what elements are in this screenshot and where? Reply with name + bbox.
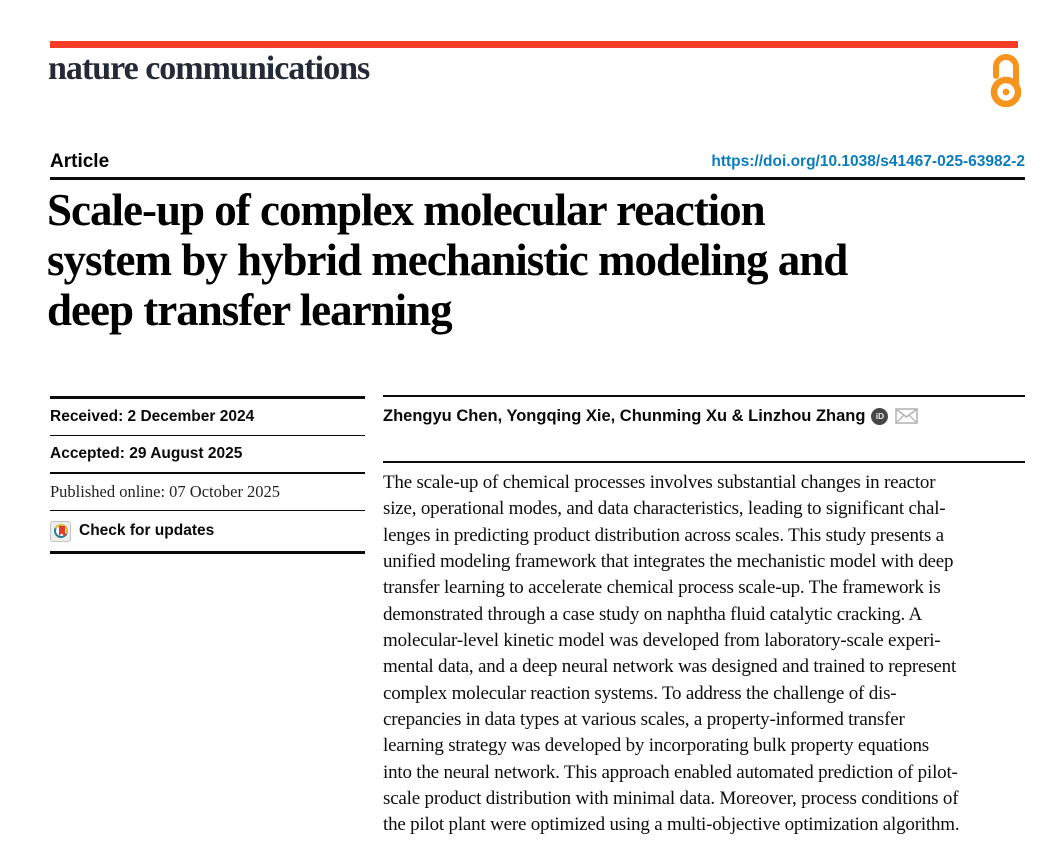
- published-online-date: Published online: 07 October 2025: [50, 481, 281, 501]
- doi-link[interactable]: https://doi.org/10.1038/s41467-025-63982-2: [711, 153, 1025, 170]
- title-line: system by hybrid mechanistic modeling and: [47, 235, 848, 285]
- abstract-line: the pilot plant were optimized using a multi-objective optimization algorithm.: [383, 814, 960, 836]
- email-icon[interactable]: [895, 408, 918, 424]
- abstract-line: demonstrated through a case study on naphtha fluid catalytic cracking. A: [383, 603, 923, 625]
- abstract-line: The scale-up of chemical processes involves substantial changes in reactor: [383, 472, 936, 493]
- abstract-line: complex molecular reaction systems. To address the challenge of dis-: [383, 682, 897, 704]
- abstract-line: unified modeling framework that integrates the mechanistic model with deep: [383, 551, 954, 573]
- header-rule: [50, 177, 1025, 180]
- author-names: Zhengyu Chen, Yongqing Xie, Chunming Xu & Linzhou Zhang: [383, 406, 866, 425]
- article-info-column: [50, 396, 365, 554]
- crossmark-icon: [50, 521, 71, 542]
- orcid-icon[interactable]: iD: [871, 408, 888, 425]
- abstract-line: learning strategy was developed by incorporating bulk property equations: [383, 735, 929, 757]
- title-line: Scale-up of complex molecular reaction: [47, 185, 765, 235]
- open-access-lock-icon: [990, 53, 1022, 107]
- page-title: [47, 185, 1032, 335]
- received-date-row: [50, 399, 365, 435]
- title-line: deep transfer learning: [47, 285, 452, 335]
- check-for-updates-label: Check for updates: [79, 522, 215, 539]
- abstract-line: scale product distribution with minimal data. Moreover, process conditions of: [383, 788, 959, 810]
- check-for-updates-link[interactable]: [50, 511, 365, 551]
- accepted-date-row: [50, 436, 365, 472]
- info-rule-bottom: [50, 551, 365, 554]
- abstract-line: crepancies in data types at various scales, a property-informed transfer: [383, 709, 905, 731]
- abstract-rule: [383, 461, 1025, 463]
- journal-logo: nature communications: [48, 50, 370, 87]
- abstract-line: into the neural network. This approach enabled automated prediction of pilot-: [383, 761, 958, 783]
- brand-accent-bar: [50, 41, 1018, 48]
- accepted-date: Accepted: 29 August 2025: [50, 445, 243, 462]
- published-date-row: [50, 474, 365, 510]
- article-type-label: Article: [50, 151, 110, 172]
- abstract-line: lenges in predicting product distribution across scales. This study presents a: [383, 524, 944, 546]
- abstract-line: transfer learning to accelerate chemical process scale-up. The framework is: [383, 577, 941, 599]
- authors-row: [383, 404, 1025, 428]
- abstract-line: size, operational modes, and data characteristics, leading to significant chal-: [383, 498, 946, 520]
- abstract-line: molecular-level kinetic model was developed from laboratory-scale experi-: [383, 630, 941, 652]
- abstract-line: mental data, and a deep neural network was designed and trained to represent: [383, 656, 957, 678]
- received-date: Received: 2 December 2024: [50, 407, 255, 425]
- abstract-text: [383, 470, 1043, 839]
- authors-rule: [383, 395, 1025, 397]
